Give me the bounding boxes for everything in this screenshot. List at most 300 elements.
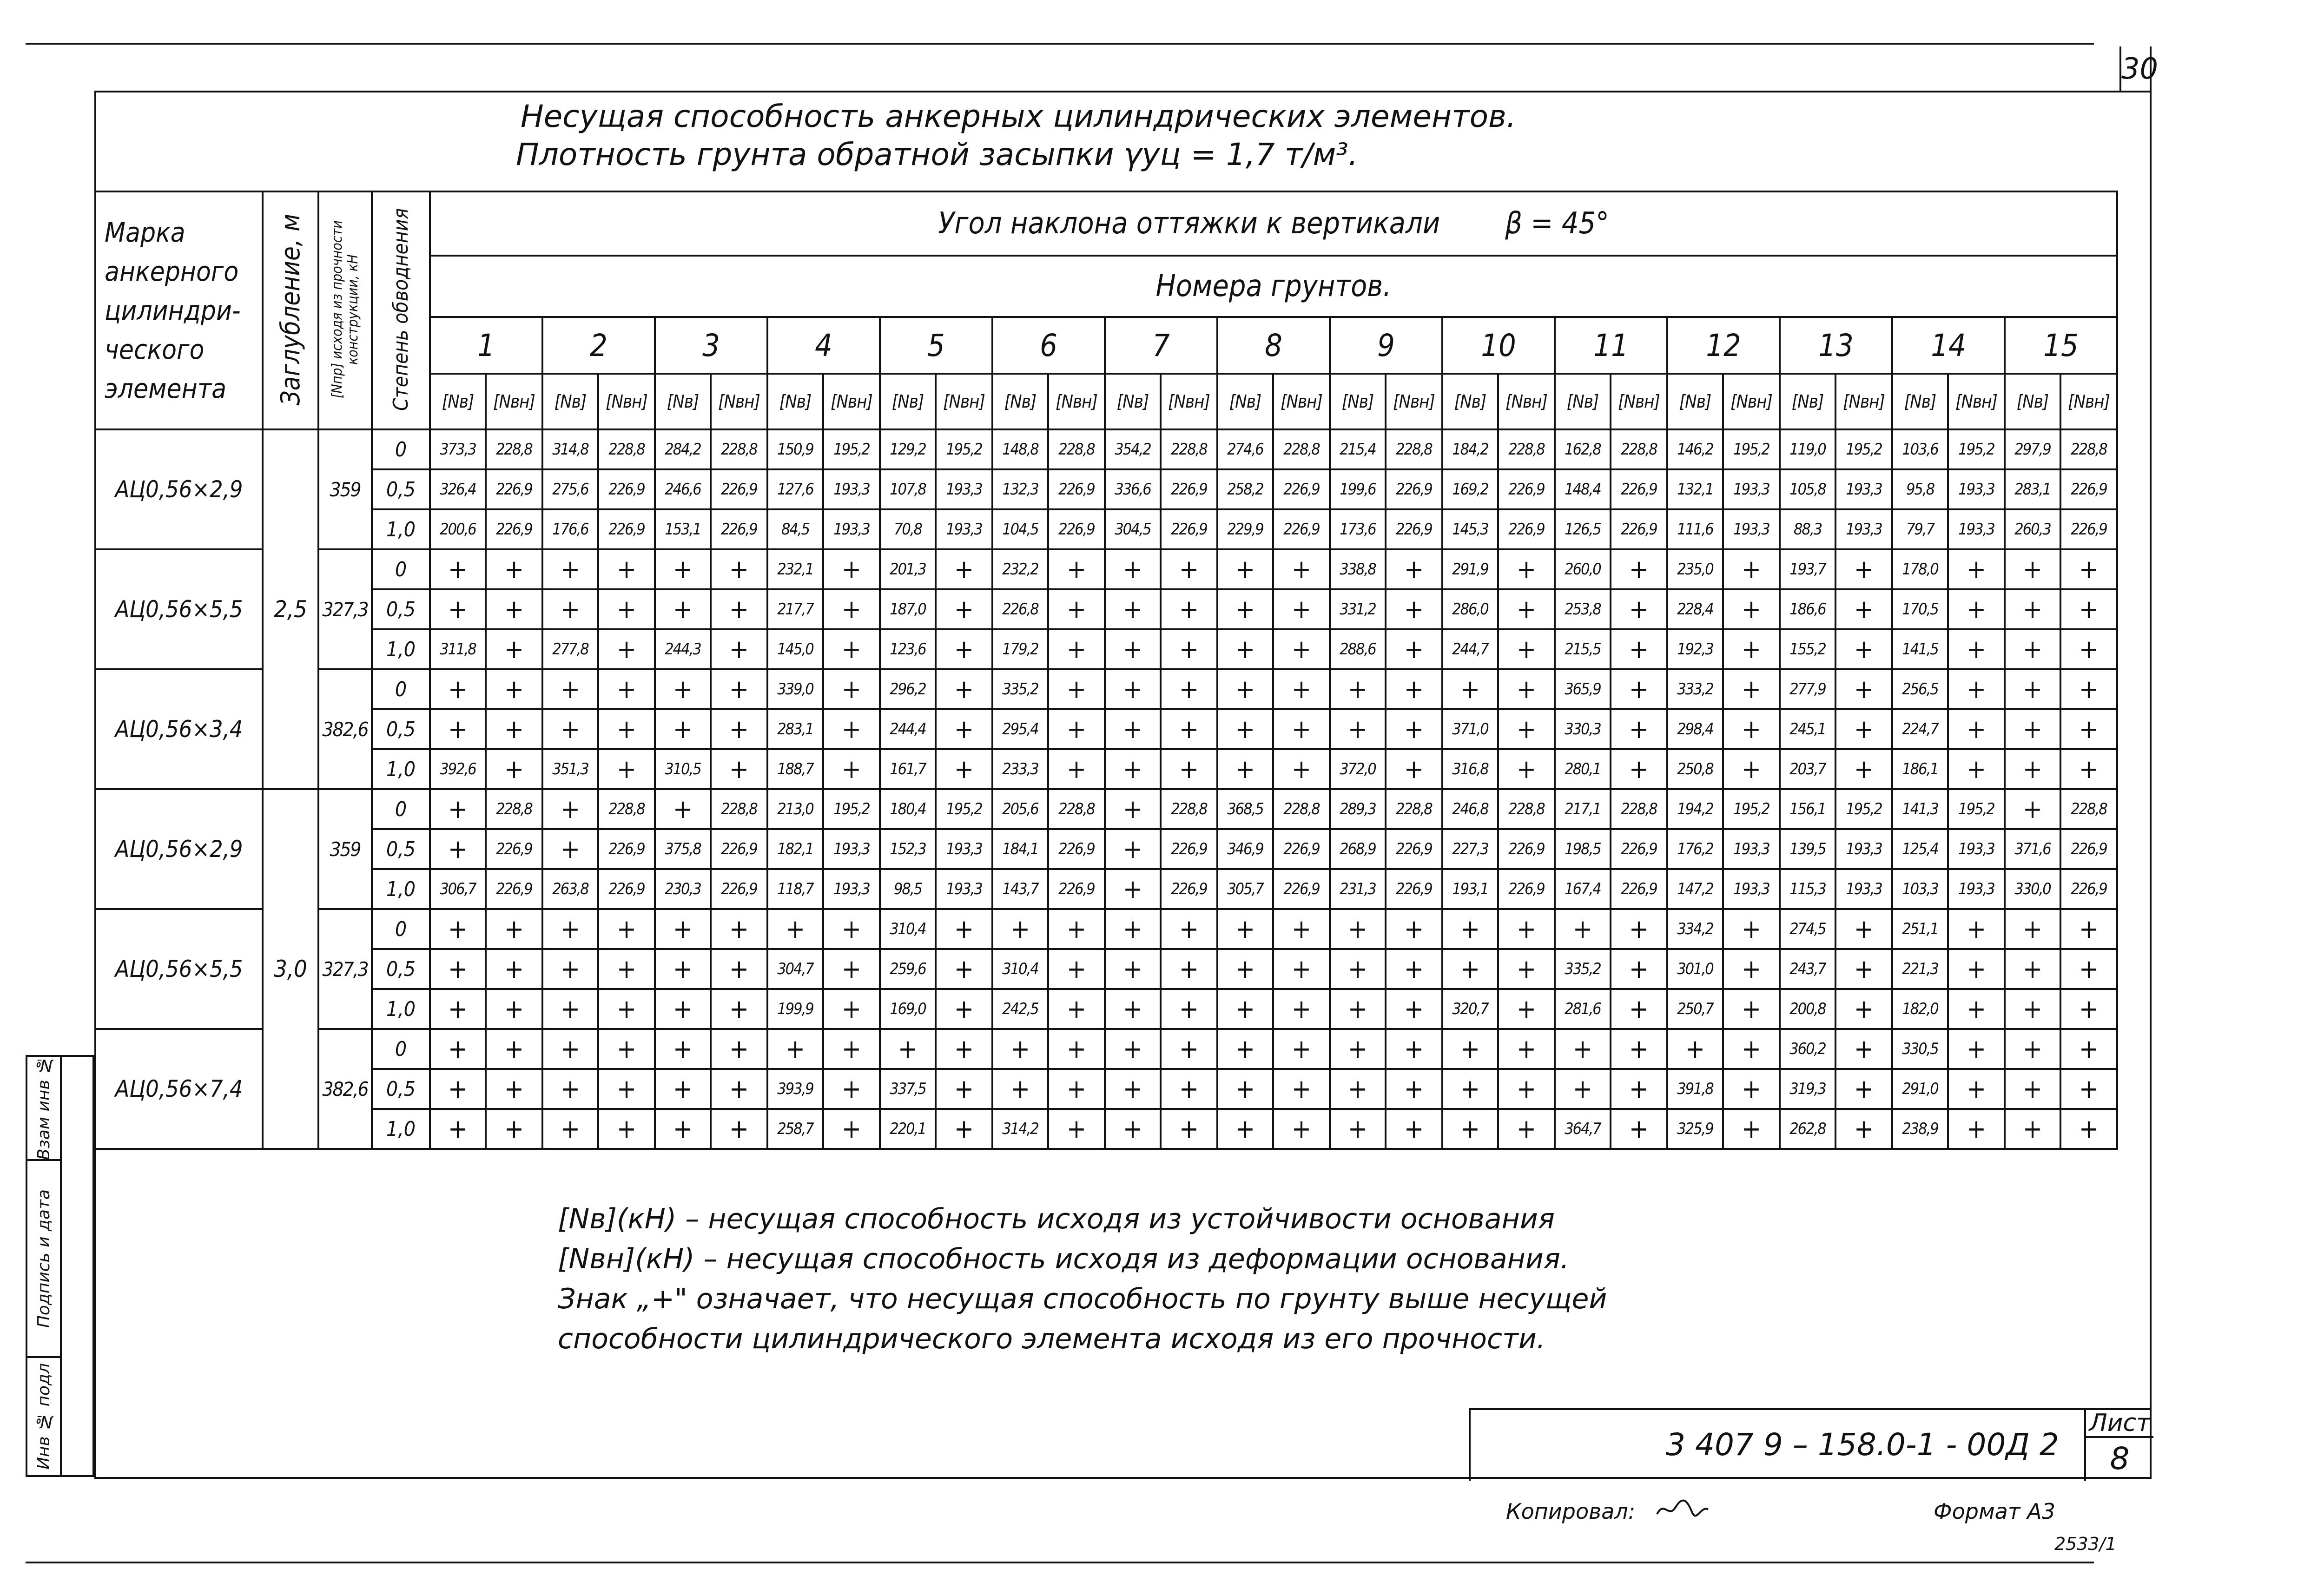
table-cell-value: 339,0 — [777, 680, 813, 699]
table-cell-value: 200,6 — [440, 520, 476, 539]
table-cell-value: + — [1685, 1034, 1705, 1064]
table-cell — [2060, 549, 2117, 589]
table-cell-value: 226,9 — [721, 520, 757, 539]
table-cell-value: 199,9 — [777, 1000, 813, 1018]
table-cell-value: 242,5 — [1002, 1000, 1038, 1018]
table-cell-value: + — [1291, 954, 1312, 984]
table-cell-value: 244,3 — [665, 640, 701, 659]
table-cell-value: + — [898, 1034, 918, 1064]
table-cell — [1105, 669, 1161, 709]
strength-value — [318, 789, 372, 909]
table-cell — [598, 589, 655, 629]
element-mark-text: АЦ0,56×3,4 — [115, 716, 243, 743]
table-cell-value: + — [1235, 914, 1255, 944]
saturation-degree-text: 0 — [395, 437, 407, 461]
table-cell — [1780, 1069, 1835, 1109]
table-cell — [598, 549, 655, 589]
table-cell-value: 228,8 — [496, 440, 532, 459]
table-cell-value: 373,3 — [440, 440, 476, 459]
table-cell — [767, 989, 823, 1029]
table-cell — [1105, 469, 1161, 509]
table-cell-value: + — [1347, 954, 1368, 984]
table-cell-value: + — [504, 994, 524, 1024]
table-cell — [1667, 789, 1723, 829]
table-cell — [711, 989, 767, 1029]
table-cell-value: 119,0 — [1789, 440, 1826, 459]
table-cell-value: + — [616, 914, 637, 944]
table-cell — [767, 869, 823, 909]
table-cell-value: + — [1179, 1114, 1199, 1144]
table-cell-value: 295,4 — [1002, 720, 1038, 738]
table-cell — [598, 1069, 655, 1109]
saturation-degree-text: 1,0 — [386, 517, 416, 541]
table-cell — [1386, 429, 1442, 469]
header-angle-text: Угол наклона оттяжки к вертикали — [938, 206, 1440, 241]
table-cell — [1330, 869, 1386, 909]
table-cell-value: 371,6 — [2014, 840, 2051, 858]
table-cell — [823, 589, 880, 629]
table-cell — [430, 429, 486, 469]
symbol-nvh — [823, 374, 880, 429]
header-beta: β = 45° — [1505, 206, 1609, 241]
soil-number — [2005, 317, 2117, 374]
table-cell — [1835, 1069, 1892, 1109]
symbol-nv-text: [Nв] — [554, 391, 587, 412]
table-cell-value: + — [1629, 714, 1649, 745]
strength-value-text: 327,3 — [322, 957, 368, 981]
symbol-nvh — [936, 374, 992, 429]
table-cell — [1948, 909, 2005, 949]
table-cell-value: + — [1572, 914, 1593, 944]
table-cell — [1892, 749, 1948, 789]
frame-right-line — [2150, 46, 2152, 1479]
table-cell — [1498, 1029, 1555, 1069]
table-cell-value: + — [2079, 554, 2099, 585]
header-strength-text: [Nпр] исходя из прочности конструкции, кН — [329, 220, 361, 399]
table-cell-value: + — [1122, 874, 1143, 904]
table-cell — [711, 829, 767, 869]
table-cell-value: 226,9 — [496, 520, 532, 539]
table-cell — [1442, 629, 1498, 669]
table-cell-value: 95,8 — [1906, 480, 1934, 499]
table-cell — [823, 1109, 880, 1149]
table-cell — [1330, 429, 1386, 469]
table-row — [95, 589, 2117, 629]
table-cell-value: + — [1010, 1074, 1030, 1104]
table-cell — [1330, 909, 1386, 949]
table-cell — [880, 629, 936, 669]
saturation-degree-text: 0 — [395, 557, 407, 581]
table-cell-value: + — [560, 1034, 581, 1064]
soil-number-text: 15 — [2043, 327, 2079, 363]
title-line-2 — [516, 139, 1358, 170]
table-cell — [823, 429, 880, 469]
table-row — [95, 829, 2117, 869]
page-number: 30 — [2121, 52, 2158, 86]
symbol-nv-text: [Nв] — [1566, 391, 1599, 412]
symbol-nv — [1330, 374, 1386, 429]
table-cell — [1780, 829, 1835, 869]
table-cell-value: + — [448, 674, 468, 705]
symbol-nvh — [1273, 374, 1330, 429]
table-cell — [1330, 749, 1386, 789]
table-cell-value: 250,7 — [1677, 1000, 1713, 1018]
table-cell — [1498, 869, 1555, 909]
table-cell-value: + — [1741, 914, 1762, 944]
table-cell — [1611, 909, 1667, 949]
table-cell-value: + — [1122, 1114, 1143, 1144]
table-cell — [655, 1029, 711, 1069]
table-cell — [1835, 589, 1892, 629]
table-cell-value: + — [1235, 754, 1255, 784]
table-cell-value: 184,2 — [1452, 440, 1488, 459]
table-cell — [430, 1029, 486, 1069]
note-line-3: Знак „+" означает, что несущая способность по грунту выше несущей — [558, 1283, 1607, 1315]
table-cell-value: + — [1460, 954, 1480, 984]
table-cell-value: + — [1066, 554, 1087, 585]
table-cell — [2060, 749, 2117, 789]
table-cell — [1611, 829, 1667, 869]
table-cell — [767, 1029, 823, 1069]
table-cell-value: + — [1404, 634, 1424, 665]
table-cell — [1273, 1109, 1330, 1149]
table-cell — [1611, 1069, 1667, 1109]
table-cell — [1330, 989, 1386, 1029]
table-cell — [655, 949, 711, 989]
table-cell — [1498, 949, 1555, 989]
table-cell — [767, 509, 823, 549]
table-cell — [1386, 709, 1442, 749]
table-cell — [1217, 629, 1273, 669]
symbol-nvh — [1948, 374, 2005, 429]
table-cell-value: + — [1854, 1034, 1874, 1064]
table-cell-value: 156,1 — [1789, 800, 1826, 818]
table-cell — [1273, 1029, 1330, 1069]
table-cell — [992, 909, 1048, 949]
table-cell — [1948, 1029, 2005, 1069]
saturation-degree-text: 0,5 — [386, 1077, 416, 1101]
element-mark-text: АЦ0,56×2,9 — [115, 836, 243, 863]
table-cell — [598, 629, 655, 669]
symbol-nvh-text: [Nвн] — [1168, 391, 1210, 412]
table-cell-value: 118,7 — [777, 880, 813, 898]
saturation-degree — [372, 1069, 430, 1109]
table-cell-value: + — [673, 1114, 693, 1144]
table-cell — [1555, 1109, 1611, 1149]
table-cell — [1780, 709, 1835, 749]
table-cell — [1273, 829, 1330, 869]
table-cell — [1892, 469, 1948, 509]
header-soils — [430, 256, 2117, 317]
table-row — [95, 549, 2117, 589]
table-cell — [936, 589, 992, 629]
table-cell-value: 331,2 — [1340, 600, 1376, 619]
table-cell-value: 274,6 — [1227, 440, 1263, 459]
table-cell-value: + — [841, 1074, 862, 1104]
table-cell — [1386, 1109, 1442, 1149]
table-cell — [1555, 709, 1611, 749]
table-row — [95, 509, 2117, 549]
table-cell-value: 182,0 — [1902, 1000, 1938, 1018]
table-cell-value: + — [2022, 914, 2043, 944]
table-cell — [2060, 1069, 2117, 1109]
table-cell-value: 195,2 — [946, 440, 982, 459]
table-cell — [598, 429, 655, 469]
table-cell-value: 336,6 — [1115, 480, 1151, 499]
table-cell-value: + — [1347, 1074, 1368, 1104]
table-cell — [1386, 789, 1442, 829]
table-cell — [1048, 749, 1105, 789]
table-cell-value: 205,6 — [1002, 800, 1038, 818]
table-cell — [598, 909, 655, 949]
table-cell-value: 105,8 — [1789, 480, 1826, 499]
table-cell-value: + — [448, 994, 468, 1024]
strength-value-text: 382,6 — [322, 718, 368, 741]
table-cell-value: + — [616, 674, 637, 705]
table-cell-value: 310,5 — [665, 760, 701, 778]
table-cell-value: 238,9 — [1902, 1120, 1938, 1138]
table-cell — [1667, 469, 1723, 509]
table-cell — [1217, 709, 1273, 749]
stamp-block — [1469, 1408, 2152, 1481]
table-cell-value: + — [1516, 994, 1537, 1024]
table-cell — [880, 989, 936, 1029]
table-cell-value: 235,0 — [1677, 560, 1713, 579]
table-cell-value: 228,8 — [1396, 800, 1432, 818]
table-cell-value: + — [1516, 954, 1537, 984]
table-cell-value: 226,9 — [2071, 840, 2107, 858]
table-cell — [1780, 1029, 1835, 1069]
table-cell-value: 226,9 — [496, 840, 532, 858]
table-cell-value: 277,8 — [552, 640, 588, 659]
table-cell-value: + — [504, 594, 524, 625]
table-cell-value: 139,5 — [1789, 840, 1826, 858]
table-cell — [1948, 949, 2005, 989]
table-cell-value: + — [1010, 1034, 1030, 1064]
table-cell — [598, 709, 655, 749]
table-cell — [1667, 989, 1723, 1029]
table-cell — [880, 669, 936, 709]
table-cell — [1161, 989, 1217, 1029]
table-cell-value: + — [1122, 554, 1143, 585]
table-cell-value: 246,6 — [665, 480, 701, 499]
table-cell — [1780, 789, 1835, 829]
saturation-degree — [372, 509, 430, 549]
table-cell — [1442, 749, 1498, 789]
table-cell-value: + — [1516, 754, 1537, 784]
soil-number — [655, 317, 767, 374]
symbol-nv — [1105, 374, 1161, 429]
table-cell-value: + — [954, 1074, 974, 1104]
table-cell-value: + — [1404, 994, 1424, 1024]
table-cell — [1948, 469, 2005, 509]
table-cell — [1667, 589, 1723, 629]
table-cell — [1161, 789, 1217, 829]
table-cell — [1273, 789, 1330, 829]
table-cell — [1667, 749, 1723, 789]
table-cell — [767, 749, 823, 789]
table-cell-value: + — [1179, 554, 1199, 585]
table-cell-value: + — [2079, 754, 2099, 784]
table-cell-value: + — [1516, 634, 1537, 665]
table-cell-value: 226,9 — [1058, 520, 1095, 539]
table-cell-value: + — [1235, 994, 1255, 1024]
table-cell — [486, 709, 542, 749]
table-cell-value: + — [673, 594, 693, 625]
table-cell — [992, 949, 1048, 989]
side-stamp-text-1: Инв № подл — [34, 1363, 53, 1470]
table-cell — [1723, 789, 1780, 829]
table-cell-value: + — [841, 714, 862, 745]
table-cell-value: 228,8 — [1058, 440, 1095, 459]
table-cell — [1948, 1069, 2005, 1109]
table-cell-value: + — [1460, 1074, 1480, 1104]
saturation-degree-text: 0,5 — [386, 597, 416, 621]
table-cell-value: 296,2 — [890, 680, 926, 699]
table-cell — [1780, 869, 1835, 909]
table-cell — [711, 909, 767, 949]
copied-label: Копировал: — [1506, 1499, 1636, 1524]
table-cell — [1780, 989, 1835, 1029]
table-cell-value: 246,8 — [1452, 800, 1488, 818]
table-cell — [711, 549, 767, 589]
table-cell-value: + — [1066, 1114, 1087, 1144]
table-cell — [1161, 949, 1217, 989]
table-cell-value: 226,9 — [608, 880, 645, 898]
table-cell-value: 226,9 — [1396, 880, 1432, 898]
table-cell — [542, 589, 598, 629]
table-cell — [1217, 1029, 1273, 1069]
saturation-degree-text: 0 — [395, 917, 407, 941]
table-cell-value: + — [1122, 1074, 1143, 1104]
table-cell — [1217, 1069, 1273, 1109]
table-cell — [1892, 509, 1948, 549]
table-cell — [1611, 989, 1667, 1029]
table-cell-value: + — [616, 714, 637, 745]
table-cell-value: 232,1 — [777, 560, 813, 579]
table-cell — [1892, 1109, 1948, 1149]
table-cell-value: + — [1291, 1114, 1312, 1144]
table-cell-value: 193,7 — [1789, 560, 1826, 579]
table-cell — [880, 749, 936, 789]
table-cell-value: 228,8 — [1058, 800, 1095, 818]
table-cell-value: + — [1629, 1114, 1649, 1144]
strength-value — [318, 549, 372, 669]
table-cell-value: + — [2022, 1074, 2043, 1104]
table-cell-value: 186,6 — [1789, 600, 1826, 619]
table-cell — [1780, 549, 1835, 589]
table-cell-value: + — [560, 1074, 581, 1104]
table-cell-value: 173,6 — [1340, 520, 1376, 539]
table-cell-value: 193,3 — [833, 840, 870, 858]
side-stamp — [26, 1055, 94, 1477]
saturation-degree — [372, 789, 430, 829]
table-cell — [767, 909, 823, 949]
table-row — [95, 1069, 2117, 1109]
table-cell — [1048, 509, 1105, 549]
table-cell — [1667, 509, 1723, 549]
side-stamp-seg-1 — [27, 1057, 60, 1161]
table-cell — [1105, 629, 1161, 669]
table-cell — [880, 789, 936, 829]
table-cell — [2005, 1069, 2060, 1109]
table-cell-value: + — [1347, 914, 1368, 944]
table-cell — [1835, 709, 1892, 749]
soil-number — [1330, 317, 1442, 374]
symbol-nvh-text: [Nвн] — [1281, 391, 1322, 412]
table-cell-value: + — [616, 754, 637, 784]
table-cell-value: + — [504, 674, 524, 705]
table-cell-value: + — [1291, 914, 1312, 944]
saturation-degree — [372, 989, 430, 1029]
table-cell-value: + — [954, 754, 974, 784]
table-cell — [655, 1109, 711, 1149]
table-cell — [767, 1069, 823, 1109]
table-cell-value: + — [954, 1034, 974, 1064]
table-cell — [542, 949, 598, 989]
table-cell-value: 304,7 — [777, 960, 813, 978]
table-cell-value: + — [616, 1074, 637, 1104]
table-cell — [542, 669, 598, 709]
table-cell-value: + — [1460, 1114, 1480, 1144]
table-cell — [1105, 709, 1161, 749]
table-cell-value: 298,4 — [1677, 720, 1713, 738]
table-cell-value: + — [1741, 994, 1762, 1024]
table-cell-value: + — [504, 714, 524, 745]
symbol-nvh — [1048, 374, 1105, 429]
table-cell-value: 262,8 — [1789, 1120, 1826, 1138]
table-cell — [1330, 1109, 1386, 1149]
table-cell — [992, 629, 1048, 669]
table-cell — [1892, 709, 1948, 749]
table-cell-value: + — [1966, 554, 1987, 585]
table-cell — [711, 749, 767, 789]
table-cell — [1498, 709, 1555, 749]
table-cell-value: + — [673, 914, 693, 944]
soil-number-text: 4 — [815, 327, 832, 363]
symbol-nv — [1892, 374, 1948, 429]
table-cell — [936, 909, 992, 949]
table-cell — [655, 509, 711, 549]
table-row — [95, 1109, 2117, 1149]
table-cell-value: + — [1291, 674, 1312, 705]
table-cell — [430, 909, 486, 949]
table-cell — [936, 709, 992, 749]
table-cell — [1892, 789, 1948, 829]
table-cell-value: + — [1404, 674, 1424, 705]
table-cell-value: 325,9 — [1677, 1120, 1713, 1138]
table-cell-value: + — [673, 674, 693, 705]
table-cell-value: + — [2079, 1114, 2099, 1144]
table-cell-value: + — [560, 994, 581, 1024]
table-cell — [880, 469, 936, 509]
table-cell — [767, 549, 823, 589]
table-cell — [1273, 709, 1330, 749]
table-cell-value: 260,0 — [1565, 560, 1601, 579]
table-cell-value: + — [1404, 714, 1424, 745]
table-cell-value: + — [2079, 914, 2099, 944]
strength-value — [318, 909, 372, 1029]
table-cell-value: + — [1235, 674, 1255, 705]
table-cell — [2060, 589, 2117, 629]
table-cell — [486, 909, 542, 949]
symbol-nv-text: [Nв] — [1229, 391, 1261, 412]
symbol-nvh-text: [Nвн] — [943, 391, 985, 412]
table-cell — [430, 549, 486, 589]
table-cell-value: 301,0 — [1677, 960, 1713, 978]
table-cell-value: 228,8 — [608, 800, 645, 818]
table-cell — [1161, 549, 1217, 589]
